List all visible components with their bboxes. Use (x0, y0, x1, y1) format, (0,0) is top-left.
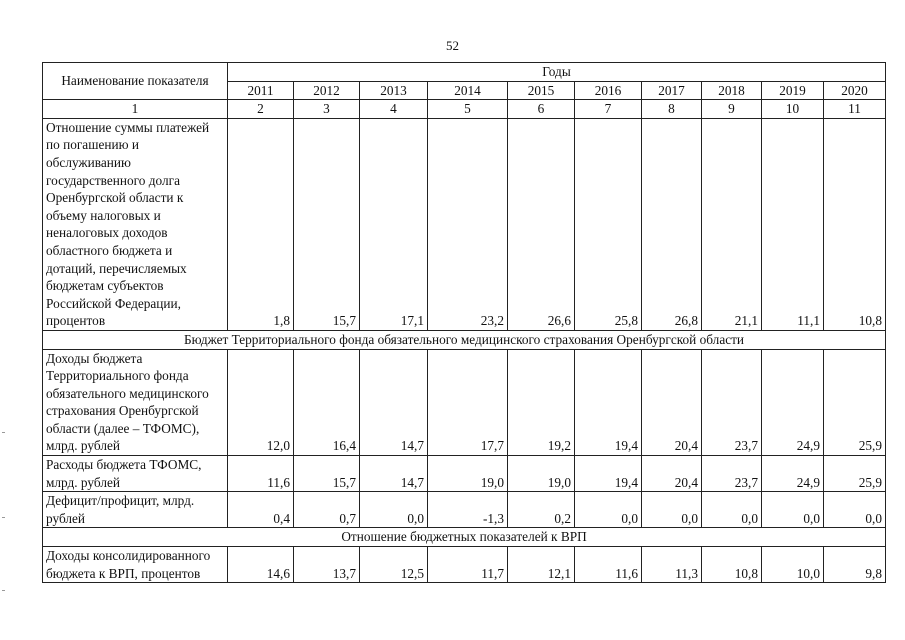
table-row (43, 547, 886, 583)
column-number: 7 (575, 100, 642, 119)
value-cell: 0,0 (360, 492, 428, 528)
value-cell: 12,0 (228, 349, 294, 456)
column-number-row (43, 100, 886, 119)
value-cell: 0,7 (294, 492, 360, 528)
table-row (43, 456, 886, 492)
header-row-top (43, 63, 886, 82)
indicator-label: Доходы консолидированного бюджета к ВРП, процентов (43, 547, 228, 583)
year-header-2013: 2013 (360, 81, 428, 100)
year-header-2012: 2012 (294, 81, 360, 100)
value-cell: 16,4 (294, 349, 360, 456)
column-number: 5 (428, 100, 508, 119)
year-header-2016: 2016 (575, 81, 642, 100)
value-cell: 19,4 (575, 349, 642, 456)
value-cell: 0,0 (762, 492, 824, 528)
indicator-label: Дефицит/профицит, млрд. рублей (43, 492, 228, 528)
value-cell: 11,6 (228, 456, 294, 492)
value-cell: 24,9 (762, 456, 824, 492)
value-cell: 19,2 (508, 349, 575, 456)
value-cell: 15,7 (294, 118, 360, 330)
value-cell: 23,7 (702, 456, 762, 492)
value-cell: 10,0 (762, 547, 824, 583)
margin-mark (2, 590, 5, 591)
margin-mark (2, 517, 5, 518)
year-header-2018: 2018 (702, 81, 762, 100)
column-number: 2 (228, 100, 294, 119)
value-cell: 0,0 (642, 492, 702, 528)
value-cell: 25,8 (575, 118, 642, 330)
value-cell: 20,4 (642, 456, 702, 492)
section-title: Отношение бюджетных показателей к ВРП (43, 528, 886, 547)
value-cell: 0,4 (228, 492, 294, 528)
indicator-name-header: Наименование показателя (43, 63, 228, 100)
column-number: 11 (824, 100, 886, 119)
value-cell: 21,1 (702, 118, 762, 330)
value-cell: 0,0 (575, 492, 642, 528)
value-cell: 17,7 (428, 349, 508, 456)
value-cell: 14,6 (228, 547, 294, 583)
value-cell: 11,1 (762, 118, 824, 330)
table-body (43, 118, 886, 582)
year-header-2011: 2011 (228, 81, 294, 100)
value-cell: 26,8 (642, 118, 702, 330)
value-cell: 23,2 (428, 118, 508, 330)
value-cell: 11,3 (642, 547, 702, 583)
column-number: 3 (294, 100, 360, 119)
value-cell: 12,1 (508, 547, 575, 583)
value-cell: 19,0 (428, 456, 508, 492)
value-cell: -1,3 (428, 492, 508, 528)
value-cell: 14,7 (360, 456, 428, 492)
value-cell: 23,7 (702, 349, 762, 456)
value-cell: 0,0 (702, 492, 762, 528)
value-cell: 11,6 (575, 547, 642, 583)
section-header-row (43, 330, 886, 349)
value-cell: 15,7 (294, 456, 360, 492)
column-number: 9 (702, 100, 762, 119)
column-number: 4 (360, 100, 428, 119)
value-cell: 9,8 (824, 547, 886, 583)
value-cell: 12,5 (360, 547, 428, 583)
page-number: 52 (446, 38, 459, 53)
indicator-label: Расходы бюджета ТФОМС, млрд. рублей (43, 456, 228, 492)
indicator-label: Отношение суммы платежей по погашению и обслуживанию государственного долга Оренбургской области к объему налоговых и неналоговых доходов областного бюджета и дотаций, перечисляемых бюджетам субъектов Российской Федерации, процентов (43, 118, 228, 330)
margin-mark (2, 432, 5, 433)
value-cell: 17,1 (360, 118, 428, 330)
year-header-2015: 2015 (508, 81, 575, 100)
value-cell: 10,8 (824, 118, 886, 330)
value-cell: 19,4 (575, 456, 642, 492)
column-number: 10 (762, 100, 824, 119)
value-cell: 20,4 (642, 349, 702, 456)
section-title: Бюджет Территориального фонда обязательного медицинского страхования Оренбургской области (43, 330, 886, 349)
table-row (43, 492, 886, 528)
year-header-2019: 2019 (762, 81, 824, 100)
value-cell: 26,6 (508, 118, 575, 330)
value-cell: 13,7 (294, 547, 360, 583)
value-cell: 1,8 (228, 118, 294, 330)
value-cell: 11,7 (428, 547, 508, 583)
section-header-row (43, 528, 886, 547)
year-header-2014: 2014 (428, 81, 508, 100)
value-cell: 24,9 (762, 349, 824, 456)
indicator-label: Доходы бюджета Территориального фонда обязательного медицинского страхования Оренбургской области (далее – ТФОМС), млрд. рублей (43, 349, 228, 456)
value-cell: 19,0 (508, 456, 575, 492)
value-cell: 10,8 (702, 547, 762, 583)
column-number: 1 (43, 100, 228, 119)
years-header: Годы (228, 63, 886, 82)
year-header-2020: 2020 (824, 81, 886, 100)
budget-indicators-table (42, 62, 886, 583)
year-header-2017: 2017 (642, 81, 702, 100)
table-row (43, 118, 886, 330)
value-cell: 25,9 (824, 456, 886, 492)
value-cell: 0,0 (824, 492, 886, 528)
value-cell: 0,2 (508, 492, 575, 528)
column-number: 8 (642, 100, 702, 119)
column-number: 6 (508, 100, 575, 119)
table-row (43, 349, 886, 456)
value-cell: 25,9 (824, 349, 886, 456)
value-cell: 14,7 (360, 349, 428, 456)
